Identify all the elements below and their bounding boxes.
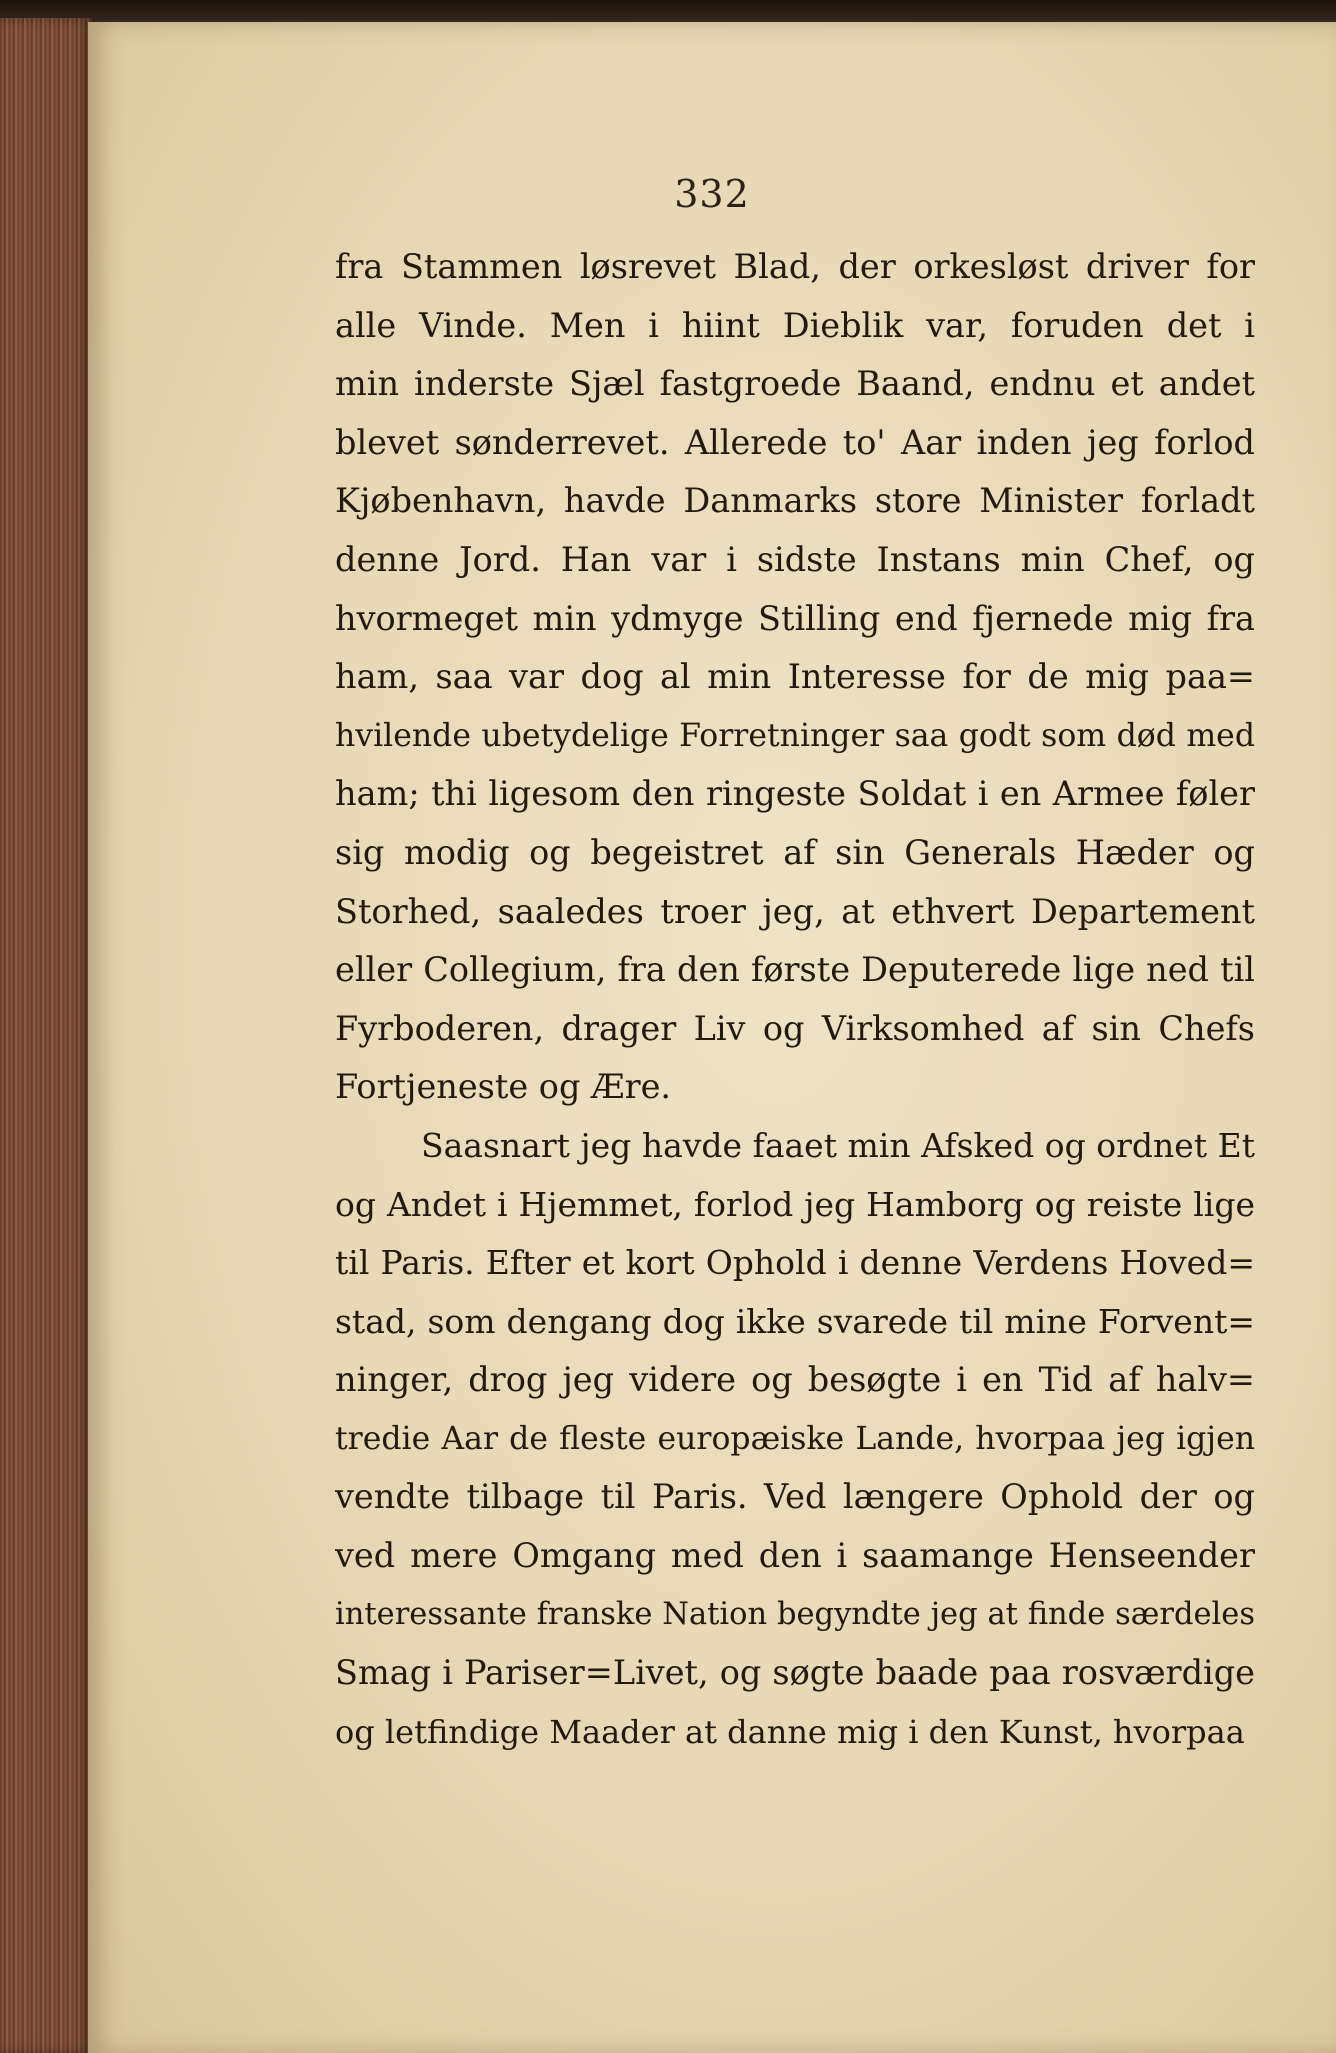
text-line: tredie Aar de fleste europæiske Lande, hvorpaa jeg igjen (335, 1420, 1255, 1457)
text-line: fra Stammen løsrevet Blad, der orkesløst driver for (335, 247, 1255, 286)
text-line: ved mere Omgang med den i saamange Henseender (335, 1536, 1255, 1576)
text-line: denne Jord. Han var i sidste Instans min Chef, og (335, 539, 1255, 579)
text-line: Saasnart jeg havde faaet min Afsked og ordnet Et (421, 1125, 1255, 1165)
text-line: interessante franske Nation begyndte jeg at finde særdeles (335, 1596, 1255, 1632)
text-line: sig modig og begeistret af sin Generals Hæder og (335, 832, 1255, 872)
text-line: og letfindige Maader at danne mig i den Kunst, hvorpaa (335, 1712, 1245, 1751)
text-line: Fyrboderen, drager Liv og Virksomhed af sin Chefs (335, 1008, 1255, 1048)
text-line: ninger, drog jeg videre og besøgte i en Tid af halv= (335, 1360, 1255, 1400)
page-number: 332 (674, 172, 750, 216)
text-line: og Andet i Hjemmet, forlod jeg Hamborg og reiste lige (335, 1184, 1255, 1224)
text-line: ham, saa var dog al min Interesse for de mig paa= (335, 657, 1255, 697)
text-line: Kjøbenhavn, havde Danmarks store Minister forladt (335, 481, 1255, 521)
text-line: ham; thi ligesom den ringeste Soldat i en Armee føler (335, 774, 1255, 814)
text-line: min inderste Sjæl fastgroede Baand, endnu et andet (335, 364, 1255, 404)
text-line: hvormeget min ydmyge Stilling end fjernede mig fra (335, 598, 1255, 638)
paragraph (335, 238, 1255, 1117)
text-line: Smag i Pariser=Livet, og søgte baade paa rosværdige (335, 1653, 1255, 1693)
text-line: blevet sønderrevet. Allerede to' Aar inden jeg forlod (335, 422, 1255, 462)
text-line: stad, som dengang dog ikke svarede til mine Forvent= (335, 1301, 1255, 1341)
page-edges (0, 18, 92, 2053)
text-line: Fortjeneste og Ære. (335, 1067, 672, 1107)
paragraph (335, 1117, 1255, 1762)
page-text (335, 238, 1255, 1761)
text-line: til Paris. Efter et kort Ophold i denne Verdens Hoved= (335, 1243, 1255, 1283)
text-line: vendte tilbage til Paris. Ved længere Ophold der og (335, 1477, 1255, 1517)
text-line: eller Collegium, fra den første Deputerede lige ned til (335, 950, 1255, 990)
text-line: alle Vinde. Men i hiint Dieblik var, foruden det i (335, 305, 1255, 345)
text-line: hvilende ubetydelige Forretninger saa godt som død med (335, 717, 1255, 754)
text-line: Storhed, saaledes troer jeg, at ethvert Departement (335, 891, 1255, 931)
